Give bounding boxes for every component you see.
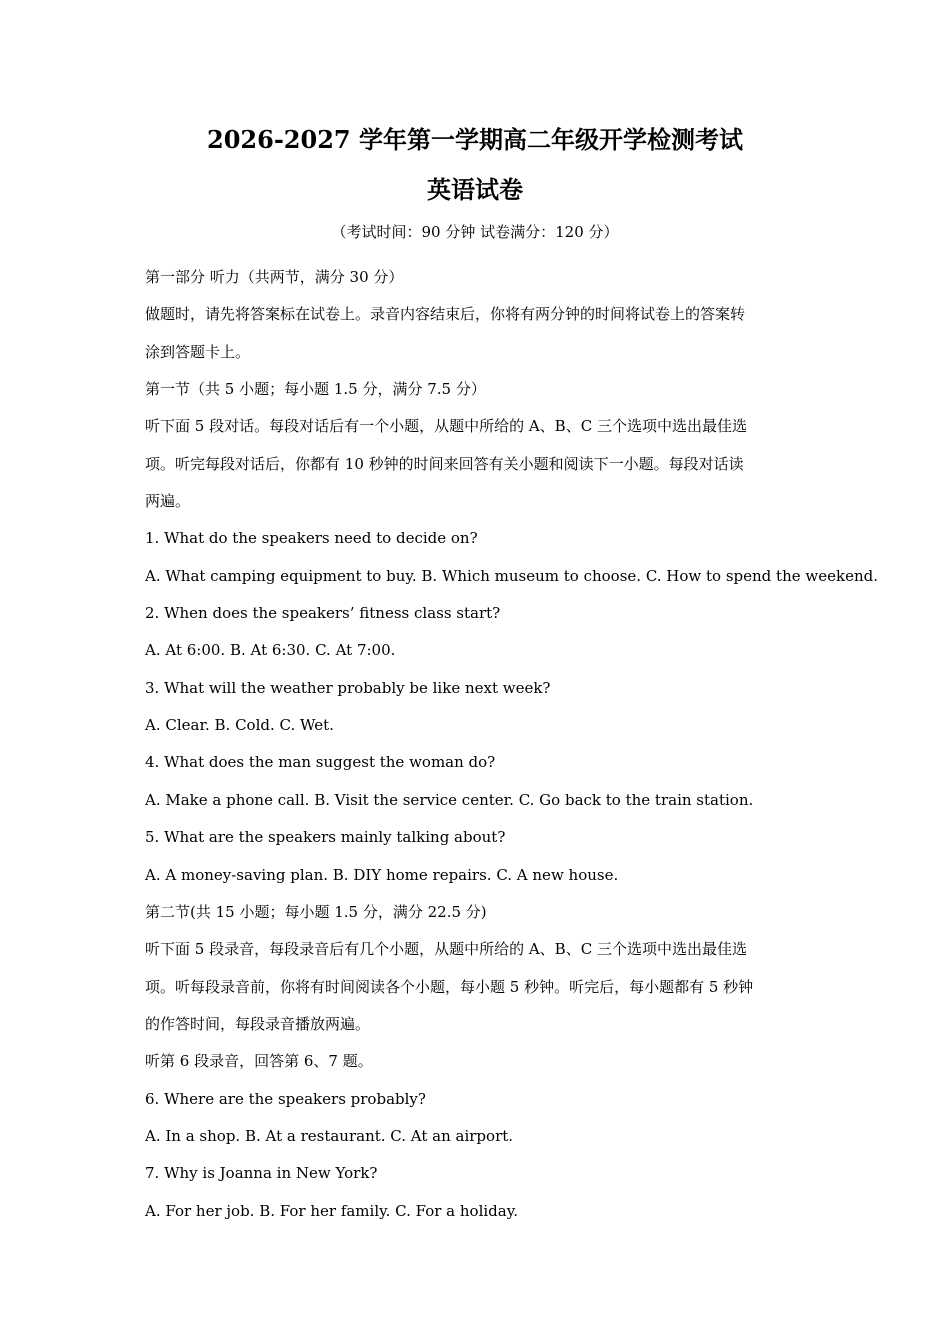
question-6-options: A. In a shop. B. At a restaurant. C. At an airport. <box>145 1126 514 1145</box>
question-6: 6. Where are the speakers probably? <box>145 1089 426 1108</box>
section2-instruction-line: 项。听每段录音前，你将有时间阅读各个小题，每小题 5 秒钟。听完后，每小题都有 5 秒钟 <box>145 977 754 996</box>
passage-6-intro: 听第 6 段录音，回答第 6、7 题。 <box>145 1052 373 1071</box>
section2-instruction-line: 的作答时间，每段录音播放两遍。 <box>145 1014 371 1033</box>
question-5-options: A. A money-saving plan. B. DIY home repairs. C. A new house. <box>145 865 619 884</box>
section1-instruction-line: 听下面 5 段对话。每段对话后有一个小题，从题中所给的 A、B、C 三个选项中选出最佳选 <box>145 417 747 436</box>
part1-heading: 第一部分 听力（共两节，满分 30 分） <box>145 268 404 286</box>
question-3-options: A. Clear. B. Cold. C. Wet. <box>145 716 334 735</box>
question-2: 2. When does the speakers’ fitness class start? <box>145 604 501 623</box>
section2-heading: 第二节(共 15 小题；每小题 1.5 分，满分 22.5 分) <box>145 902 487 921</box>
question-7-options: A. For her job. B. For her family. C. For a holiday. <box>145 1201 518 1220</box>
question-4-options: A. Make a phone call. B. Visit the service center. C. Go back to the train station. <box>145 790 754 809</box>
question-5: 5. What are the speakers mainly talking about? <box>145 828 506 847</box>
section2-instruction-line: 听下面 5 段录音，每段录音后有几个小题，从题中所给的 A、B、C 三个选项中选出最佳选 <box>145 940 747 959</box>
section1-instruction-line: 两遍。 <box>145 492 191 511</box>
subject-title: 英语试卷 <box>427 175 523 204</box>
section1-heading: 第一节（共 5 小题；每小题 1.5 分，满分 7.5 分） <box>145 380 486 399</box>
question-3: 3. What will the weather probably be like next week? <box>145 678 551 697</box>
question-7: 7. Why is Joanna in New York? <box>145 1164 378 1183</box>
part1-instruction-line: 涂到答题卡上。 <box>145 342 251 361</box>
question-2-options: A. At 6:00. B. At 6:30. C. At 7:00. <box>145 641 396 660</box>
exam-info: （考试时间：90 分钟 试卷满分：120 分） <box>331 223 619 241</box>
question-1-options: A. What camping equipment to buy. B. Which museum to choose. C. How to spend the weekend. <box>145 566 878 585</box>
part1-instruction-line: 做题时，请先将答案标在试卷上。录音内容结束后，你将有两分钟的时间将试卷上的答案转 <box>145 305 746 324</box>
exam-content <box>145 259 878 1230</box>
question-1: 1. What do the speakers need to decide on? <box>145 529 478 548</box>
question-4: 4. What does the man suggest the woman do? <box>145 753 496 772</box>
section1-instruction-line: 项。听完每段对话后，你都有 10 秒钟的时间来回答有关小题和阅读下一小题。每段对话读 <box>145 454 744 473</box>
exam-title: 2026-2027 学年第一学期高二年级开学检测考试 <box>207 125 743 154</box>
